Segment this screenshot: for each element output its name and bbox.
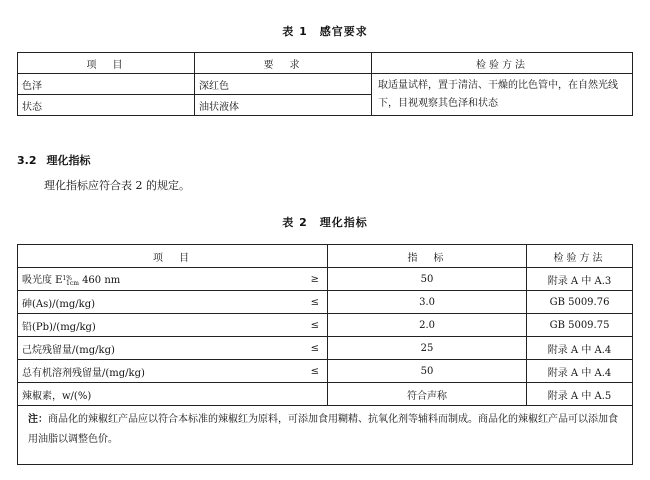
- test-method-cell: 取适量试样，置于清洁、干燥的比色管中，在自然光线下，目视观察其色泽和状态: [372, 74, 633, 116]
- row-method: 附录 A 中 A.3: [527, 268, 633, 291]
- header-indicator: 指 标: [328, 245, 527, 268]
- table-row: [18, 383, 633, 406]
- row-requirement: 深红色: [195, 74, 372, 95]
- row-value: 50: [328, 268, 527, 291]
- absorbance-superscript: 1%: [62, 275, 73, 282]
- physicochemical-table: [17, 244, 633, 465]
- row-item: 砷(As)/(mg/kg): [18, 291, 296, 314]
- table1-caption: 表 1 感官要求: [282, 25, 368, 38]
- row-item: [18, 268, 296, 291]
- note-row: [18, 406, 633, 465]
- row-item: 铅(Pb)/(mg/kg): [18, 314, 296, 337]
- header-requirement: 要 求: [195, 53, 372, 74]
- row-value: 符合声称: [328, 383, 527, 406]
- row-value: 3.0: [328, 291, 527, 314]
- absorbance-wavelength: 460 nm: [78, 275, 121, 286]
- table-header-row: [18, 53, 633, 74]
- section-paragraph: 理化指标应符合表 2 的规定。: [44, 179, 190, 192]
- row-method: GB 5009.76: [527, 291, 633, 314]
- table2-caption: 表 2 理化指标: [282, 216, 368, 229]
- note-label: 注：: [28, 414, 48, 425]
- table-row: [18, 314, 633, 337]
- table-note: [18, 406, 633, 465]
- row-requirement: 油状液体: [195, 95, 372, 116]
- row-item: 总有机溶剂残留量/(mg/kg): [18, 360, 296, 383]
- row-value: 50: [328, 360, 527, 383]
- section-number: 3.2: [17, 154, 37, 167]
- row-item: 色泽: [18, 74, 195, 95]
- comparison-symbol: ≤: [295, 337, 328, 360]
- table-row: [18, 360, 633, 383]
- row-method: 附录 A 中 A.5: [527, 383, 633, 406]
- section-title: 理化指标: [46, 154, 91, 167]
- table-header-row: [18, 245, 633, 268]
- row-value: 25: [328, 337, 527, 360]
- header-item: 项 目: [18, 245, 328, 268]
- comparison-symbol: ≤: [295, 314, 328, 337]
- table-row: [18, 291, 633, 314]
- comparison-symbol: ≥: [295, 268, 328, 291]
- row-method: GB 5009.75: [527, 314, 633, 337]
- comparison-symbol: ≤: [295, 360, 328, 383]
- row-method: 附录 A 中 A.4: [527, 360, 633, 383]
- comparison-symbol: [295, 383, 328, 406]
- header-item: 项 目: [18, 53, 195, 74]
- row-item: 辣椒素，w/(%): [18, 383, 296, 406]
- row-method: 附录 A 中 A.4: [527, 337, 633, 360]
- table-row: [18, 74, 633, 95]
- section-heading: [17, 152, 91, 168]
- table-row: [18, 337, 633, 360]
- header-method: 检验方法: [372, 53, 633, 74]
- header-method: 检验方法: [527, 245, 633, 268]
- absorbance-subscript: 1cm: [66, 280, 79, 287]
- note-text: 商品化的辣椒红产品应以符合本标准的辣椒红为原料，可添加食用糊精、抗氧化剂等辅料而制成。商品化的辣椒红产品可以添加食用油脂以调整色价。: [28, 414, 618, 445]
- row-item: 己烷残留量/(mg/kg): [18, 337, 296, 360]
- comparison-symbol: ≤: [295, 291, 328, 314]
- row-value: 2.0: [328, 314, 527, 337]
- sensory-requirements-table: [17, 52, 633, 116]
- row-item: 状态: [18, 95, 195, 116]
- table-row: [18, 268, 633, 291]
- absorbance-label: 吸光度 E: [22, 275, 63, 286]
